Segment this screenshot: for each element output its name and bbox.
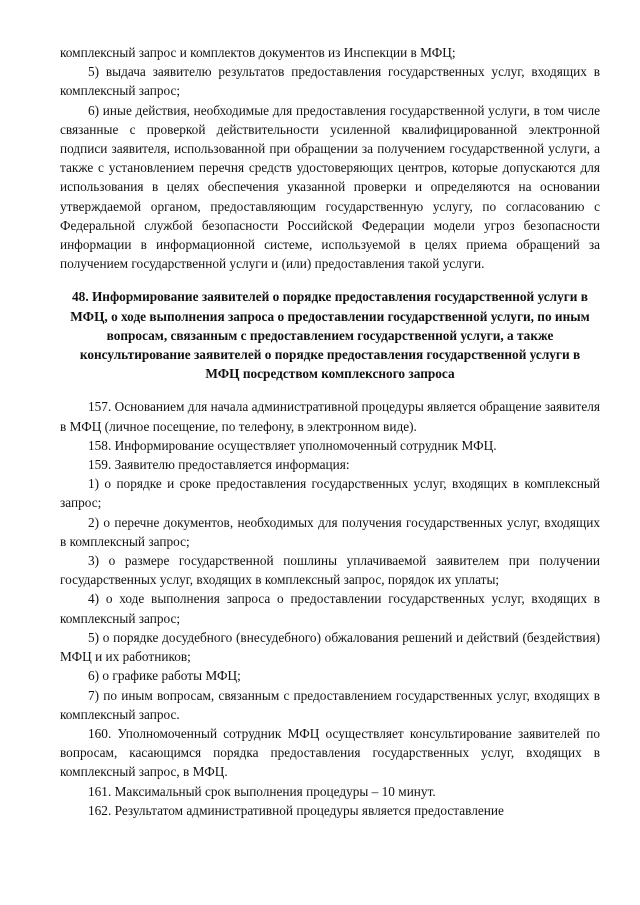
list-item-4: 4) о ходе выполнения запроса о предоставлении государственных услуг, входящих в комплексный запрос;	[60, 591, 600, 626]
list-item-6: 6) о графике работы МФЦ;	[88, 668, 241, 684]
document-page	[60, 43, 600, 820]
paragraph-159: 159. Заявителю предоставляется информация:	[88, 457, 350, 473]
paragraph-162: 162. Результатом административной процедуры является предоставление	[88, 802, 504, 818]
paragraph-158: 158. Информирование осуществляет уполномоченный сотрудник МФЦ.	[88, 437, 497, 453]
section-heading: 48. Информирование заявителей о порядке предоставления государственной услуги в МФЦ, о ходе выполнения запроса о предоставлении государственной услуги, по иным вопросам, связанным с предоставлением государственной услуги, а также консультирование заявителей о порядке предоставления государственной услуги в МФЦ посредством комплексного запроса	[70, 289, 590, 382]
list-item-3: 3) о размере государственной пошлины уплачиваемой заявителем при получении государственных услуг, входящих в комплексный запрос, порядок их уплаты;	[60, 553, 600, 588]
paragraph-161: 161. Максимальный срок выполнения процедуры – 10 минут.	[88, 783, 436, 799]
paragraph-continuation: комплексный запрос и комплектов документов из Инспекции в МФЦ;	[60, 45, 456, 60]
list-item-7: 7) по иным вопросам, связанным с предоставлением государственных услуг, входящих в комплексный запрос.	[60, 687, 600, 722]
paragraph-item-6: 6) иные действия, необходимые для предоставления государственной услуги, в том числе связанные с проверкой действительности усиленной квалифицированной электронной подписи заявителя, использованной при обращении за получением государственной услуги, а также с установлением перечня средств удостоверяющих центров, которые допускаются для использования в целях обеспечения указанной проверки и определяются на основании утверждаемой органом, предоставляющим государственную услугу, по согласованию с Федеральной службой безопасности Российской Федерации модели угроз безопасности информации в информационной системе, используемой в целях приема обращений за получением государственной услуги и (или) предоставления такой услуги.	[60, 102, 600, 272]
list-item-5: 5) о порядке досудебного (внесудебного) обжалования решений и действий (бездействия) МФЦ и их работников;	[60, 629, 600, 665]
list-item-1: 1) о порядке и сроке предоставления государственных услуг, входящих в комплексный запрос;	[60, 476, 600, 511]
paragraph-160: 160. Уполномоченный сотрудник МФЦ осуществляет консультирование заявителей по вопросам, касающимся порядка предоставления государственных услуг, входящих в комплексный запрос, в МФЦ.	[60, 725, 600, 780]
list-item-2: 2) о перечне документов, необходимых для получения государственных услуг, входящих в комплексный запрос;	[60, 514, 600, 549]
paragraph-157: 157. Основанием для начала административной процедуры является обращение заявителя в МФЦ (личное посещение, по телефону, в электронном виде).	[60, 399, 601, 434]
paragraph-item-5: 5) выдача заявителю результатов предоставления государственных услуг, входящих в комплексный запрос;	[60, 64, 600, 99]
